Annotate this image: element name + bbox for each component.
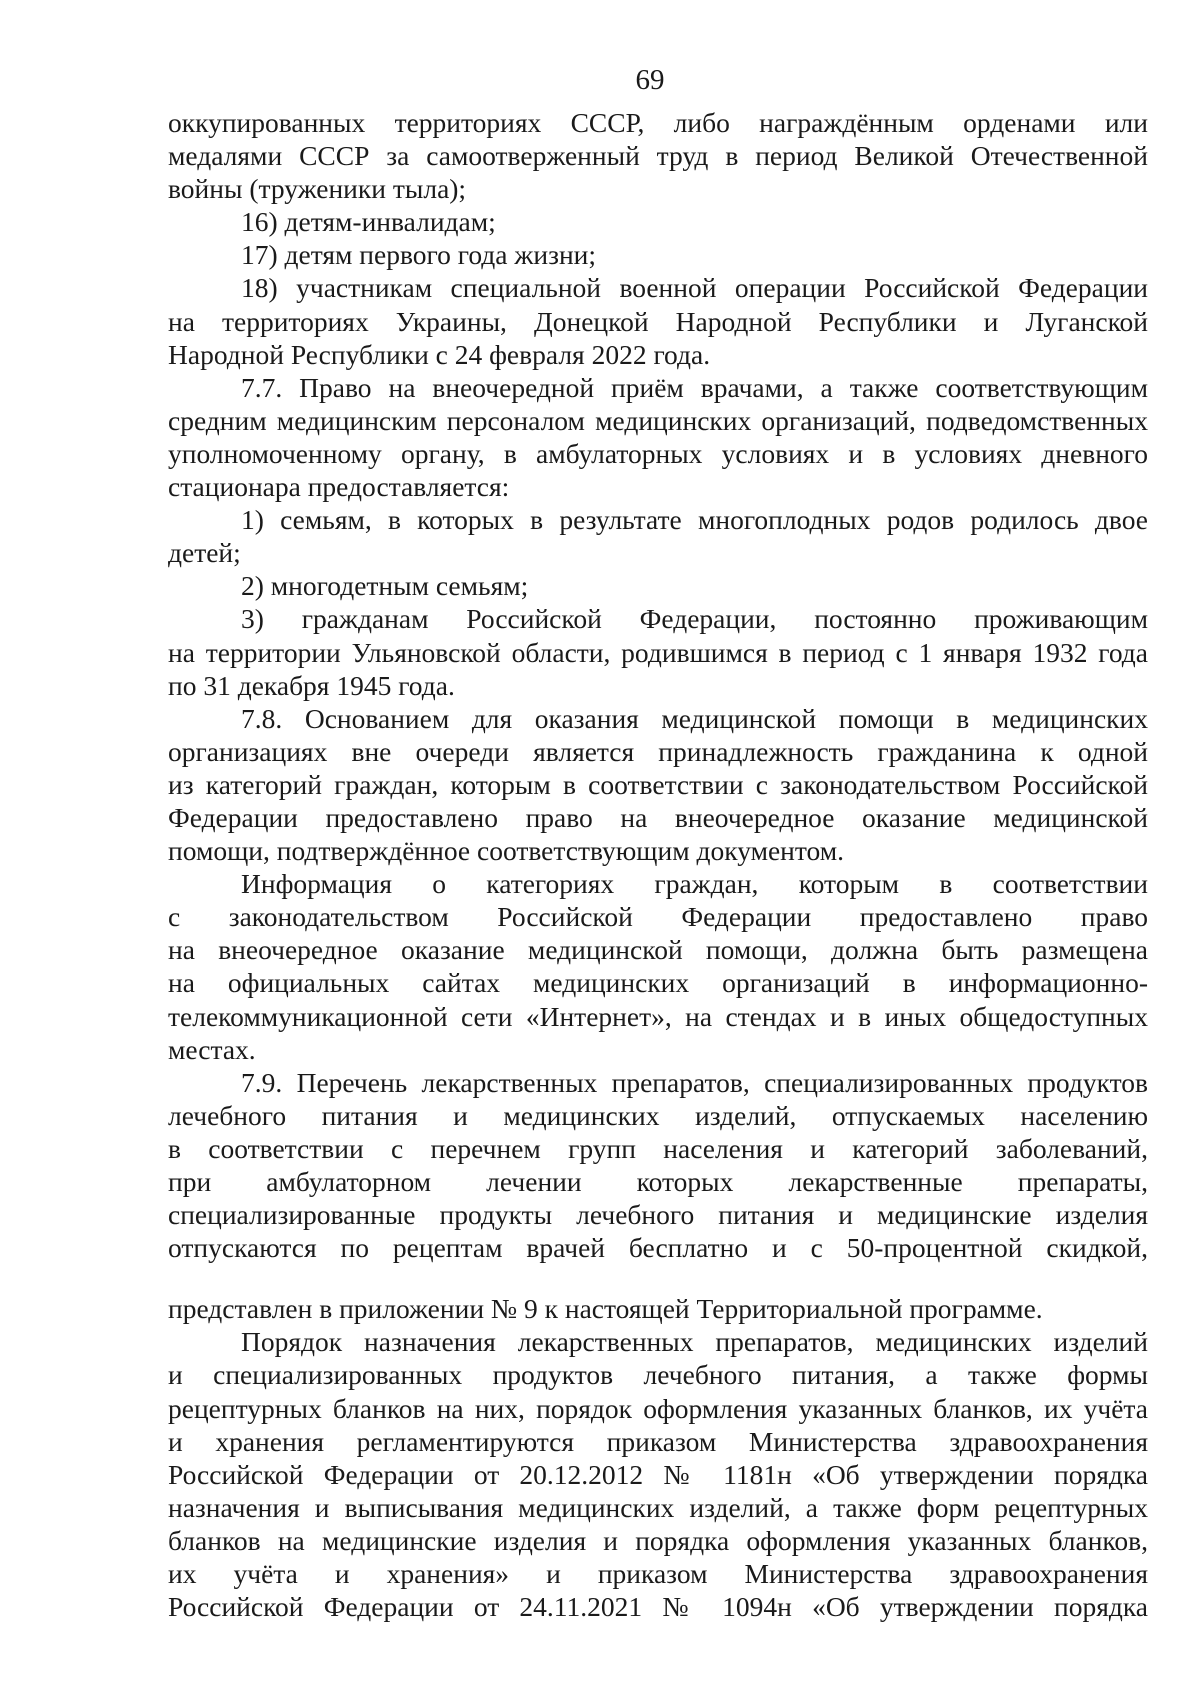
text-line: оккупированных территориях СССР, либо награждённым орденами или	[168, 107, 1148, 138]
text-line: организациях вне очереди является принадлежность гражданина к одной	[168, 735, 1148, 767]
text-line: 3) гражданам Российской Федерации, постоянно проживающим	[241, 603, 1148, 635]
text-line: уполномоченному органу, в амбулаторных условиях и в условиях дневного	[168, 437, 1148, 469]
text-line: их учёта и хранения» и приказом Министерства здравоохранения	[168, 1558, 1148, 1590]
paragraph-gap	[168, 1264, 1148, 1292]
text-line: назначения и выписывания медицинских изделий, а также форм рецептурных	[168, 1491, 1148, 1523]
text-line: Федерации предоставлено право на внеочередное оказание медицинской	[168, 801, 1148, 833]
text-line: рецептурных бланков на них, порядок оформления указанных бланков, их учёта	[168, 1392, 1148, 1424]
text-line: при амбулаторном лечении которых лекарственные препараты,	[168, 1166, 1148, 1197]
text-line: местах.	[168, 1033, 256, 1065]
text-line: специализированные продукты лечебного питания и медицинские изделия	[168, 1199, 1148, 1231]
text-line: 7.9. Перечень лекарственных препаратов, специализированных продуктов	[241, 1066, 1148, 1098]
text-line: по 31 декабря 1945 года.	[168, 669, 455, 701]
text-line: 2) многодетным семьям;	[241, 570, 529, 602]
text-line: представлен в приложении № 9 к настоящей Территориальной программе.	[168, 1293, 1043, 1325]
text-line: 7.7. Право на внеочередной приём врачами, а также соответствующим	[241, 371, 1148, 403]
text-line: 18) участникам специальной военной операции Российской Федерации	[241, 272, 1148, 304]
text-line: медалями СССР за самоотверженный труд в период Великой Отечественной	[168, 140, 1148, 172]
text-line: средним медицинским персоналом медицинских организаций, подведомственных	[168, 404, 1148, 436]
text-line: из категорий граждан, которым в соответствии с законодательством Российской	[168, 768, 1148, 800]
text-line: Российской Федерации от 24.11.2021 № 1094н «Об утверждении порядка	[168, 1591, 1148, 1623]
text-line: на официальных сайтах медицинских организаций в информационно-	[168, 967, 1148, 999]
text-line: Народной Республики с 24 февраля 2022 года.	[168, 338, 711, 370]
page-number: 69	[635, 64, 665, 96]
text-line: стационара предоставляется:	[168, 471, 510, 503]
text-line: помощи, подтверждённое соответствующим документом.	[168, 835, 845, 867]
text-line: 17) детям первого года жизни;	[241, 239, 597, 271]
text-line: детей;	[168, 537, 241, 569]
text-line: 1) семьям, в которых в результате многоплодных родов родилось двое	[241, 504, 1148, 536]
text-line: в соответствии с перечнем групп населения и категорий заболеваний,	[168, 1132, 1148, 1164]
text-line: бланков на медицинские изделия и порядка оформления указанных бланков,	[168, 1524, 1148, 1556]
text-line: и хранения регламентируются приказом Министерства здравоохранения	[168, 1425, 1148, 1457]
text-line: 16) детям-инвалидам;	[241, 206, 496, 238]
text-line: Информация о категориях граждан, которым в соответствии	[241, 868, 1148, 900]
text-line: и специализированных продуктов лечебного питания, а также формы	[168, 1359, 1148, 1391]
text-line: с законодательством Российской Федерации предоставлено право	[168, 901, 1148, 933]
text-line: телекоммуникационной сети «Интернет», на стендах и в иных общедоступных	[168, 1000, 1148, 1032]
text-line: отпускаются по рецептам врачей бесплатно и с 50-процентной скидкой,	[168, 1232, 1148, 1264]
text-line: войны (труженики тыла);	[168, 173, 467, 205]
text-line: Российской Федерации от 20.12.2012 № 1181н «Об утверждении порядка	[168, 1458, 1148, 1490]
document-body	[168, 106, 1148, 1623]
text-line: на внеочередное оказание медицинской помощи, должна быть размещена	[168, 934, 1148, 966]
text-line: 7.8. Основанием для оказания медицинской помощи в медицинских	[241, 702, 1148, 734]
text-line: на территории Ульяновской области, родившимся в период с 1 января 1932 года	[168, 636, 1148, 668]
text-line: лечебного питания и медицинских изделий, отпускаемых населению	[168, 1099, 1148, 1131]
text-line: на территориях Украины, Донецкой Народной Республики и Луганской	[168, 305, 1148, 337]
text-line: Порядок назначения лекарственных препаратов, медицинских изделий	[241, 1326, 1148, 1358]
